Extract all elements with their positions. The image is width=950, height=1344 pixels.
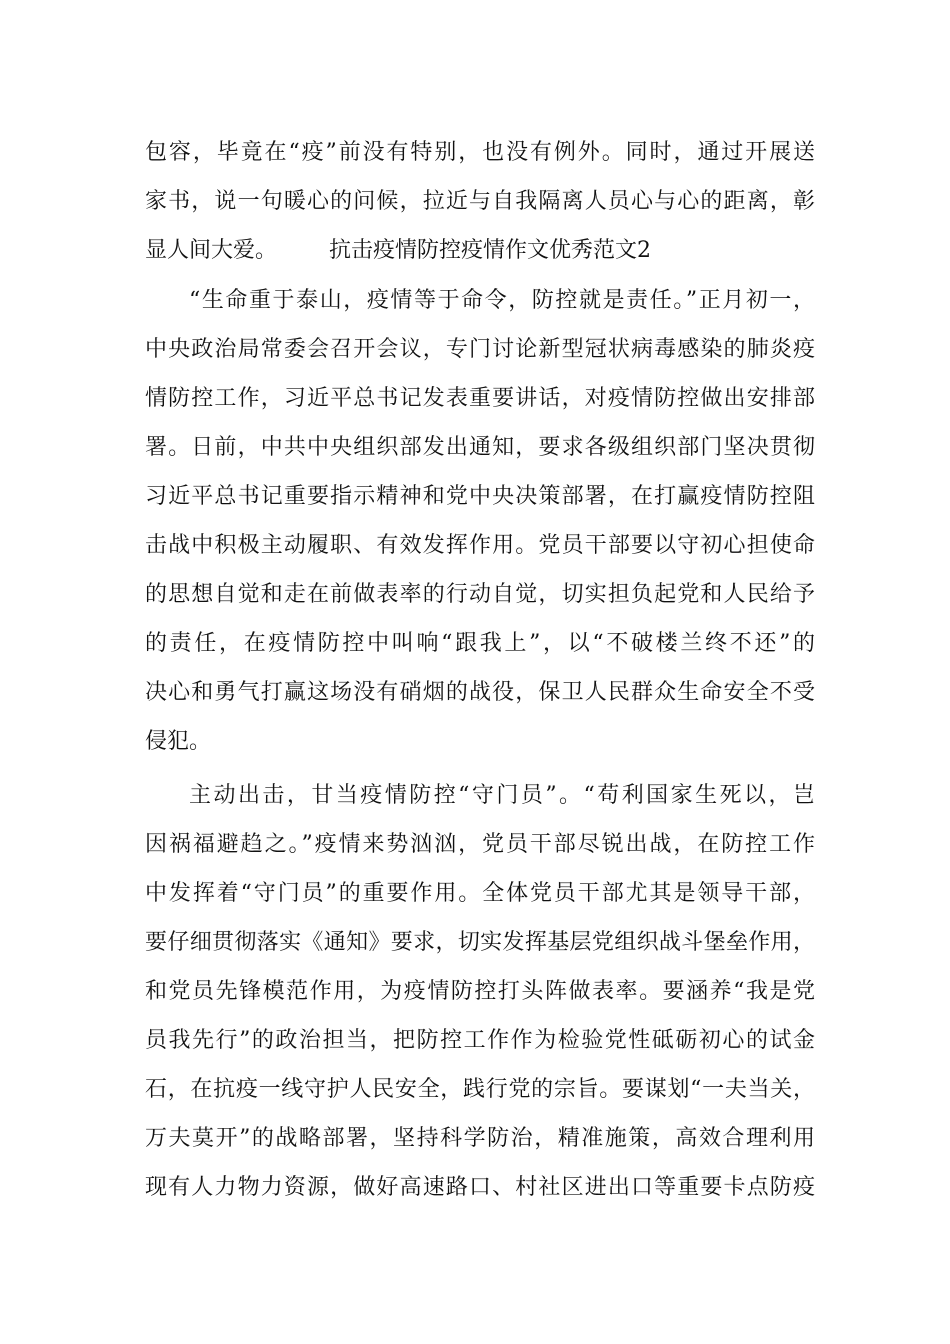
paragraph-line: “生命重于泰山，疫情等于命令，防控就是责任。”正月初一， xyxy=(189,288,815,313)
paragraph-line: 署。日前，中共中央组织部发出通知，要求各级组织部门坚决贯彻 xyxy=(145,435,815,460)
paragraph-line: 万夫莫开”的战略部署，坚持科学防治，精准施策，高效合理利用 xyxy=(145,1126,815,1151)
paragraph-line: 决心和勇气打赢这场没有硝烟的战役，保卫人民群众生命安全不受 xyxy=(145,680,815,705)
paragraph-line: 主动出击，甘当疫情防控“守门员”。“苟利国家生死以，岂 xyxy=(189,783,815,808)
paragraph-line: 家书，说一句暖心的问候，拉近与自我隔离人员心与心的距离，彰 xyxy=(145,189,815,214)
paragraph-line: 包容，毕竟在“疫”前没有特别，也没有例外。同时，通过开展送 xyxy=(145,140,815,165)
paragraph-2 xyxy=(145,276,815,766)
paragraph-line: 要仔细贯彻落实《通知》要求，切实发挥基层党组织战斗堡垒作用， xyxy=(145,930,815,955)
paragraph-3 xyxy=(145,771,815,1212)
paragraph-line: 因祸福避趋之。”疫情来势汹汹，党员干部尽锐出战，在防控工作 xyxy=(145,832,815,857)
paragraph-line: 员我先行”的政治担当，把防控工作作为检验党性砥砺初心的试金 xyxy=(145,1028,815,1053)
paragraph-1 xyxy=(145,128,815,275)
paragraph-line-last: 侵犯。 xyxy=(145,729,212,754)
paragraph-line-text: 显人间大爱。 xyxy=(145,238,278,263)
paragraph-line: 现有人力物力资源，做好高速路口、村社区进出口等重要卡点防疫 xyxy=(145,1175,815,1200)
paragraph-line: 和党员先锋模范作用，为疫情防控打头阵做表率。要涵养“我是党 xyxy=(145,979,815,1004)
paragraph-line: 习近平总书记重要指示精神和党中央决策部署，在打赢疫情防控阻 xyxy=(145,484,815,509)
paragraph-line: 中发挥着“守门员”的重要作用。全体党员干部尤其是领导干部， xyxy=(145,881,815,906)
paragraph-line: 石，在抗疫一线守护人民安全，践行党的宗旨。要谋划“一夫当关， xyxy=(145,1077,815,1102)
paragraph-line: 中央政治局常委会召开会议，专门讨论新型冠状病毒感染的肺炎疫 xyxy=(145,337,815,362)
section-heading: 抗击疫情防控疫情作文优秀范文2 xyxy=(329,238,652,263)
paragraph-line: 击战中积极主动履职、有效发挥作用。党员干部要以守初心担使命 xyxy=(145,533,815,558)
paragraph-line: 的责任，在疫情防控中叫响“跟我上”，以“不破楼兰终不还”的 xyxy=(145,631,815,656)
paragraph-line: 情防控工作，习近平总书记发表重要讲话，对疫情防控做出安排部 xyxy=(145,386,815,411)
paragraph-line-last xyxy=(145,226,815,275)
paragraph-line: 的思想自觉和走在前做表率的行动自觉，切实担负起党和人民给予 xyxy=(145,582,815,607)
